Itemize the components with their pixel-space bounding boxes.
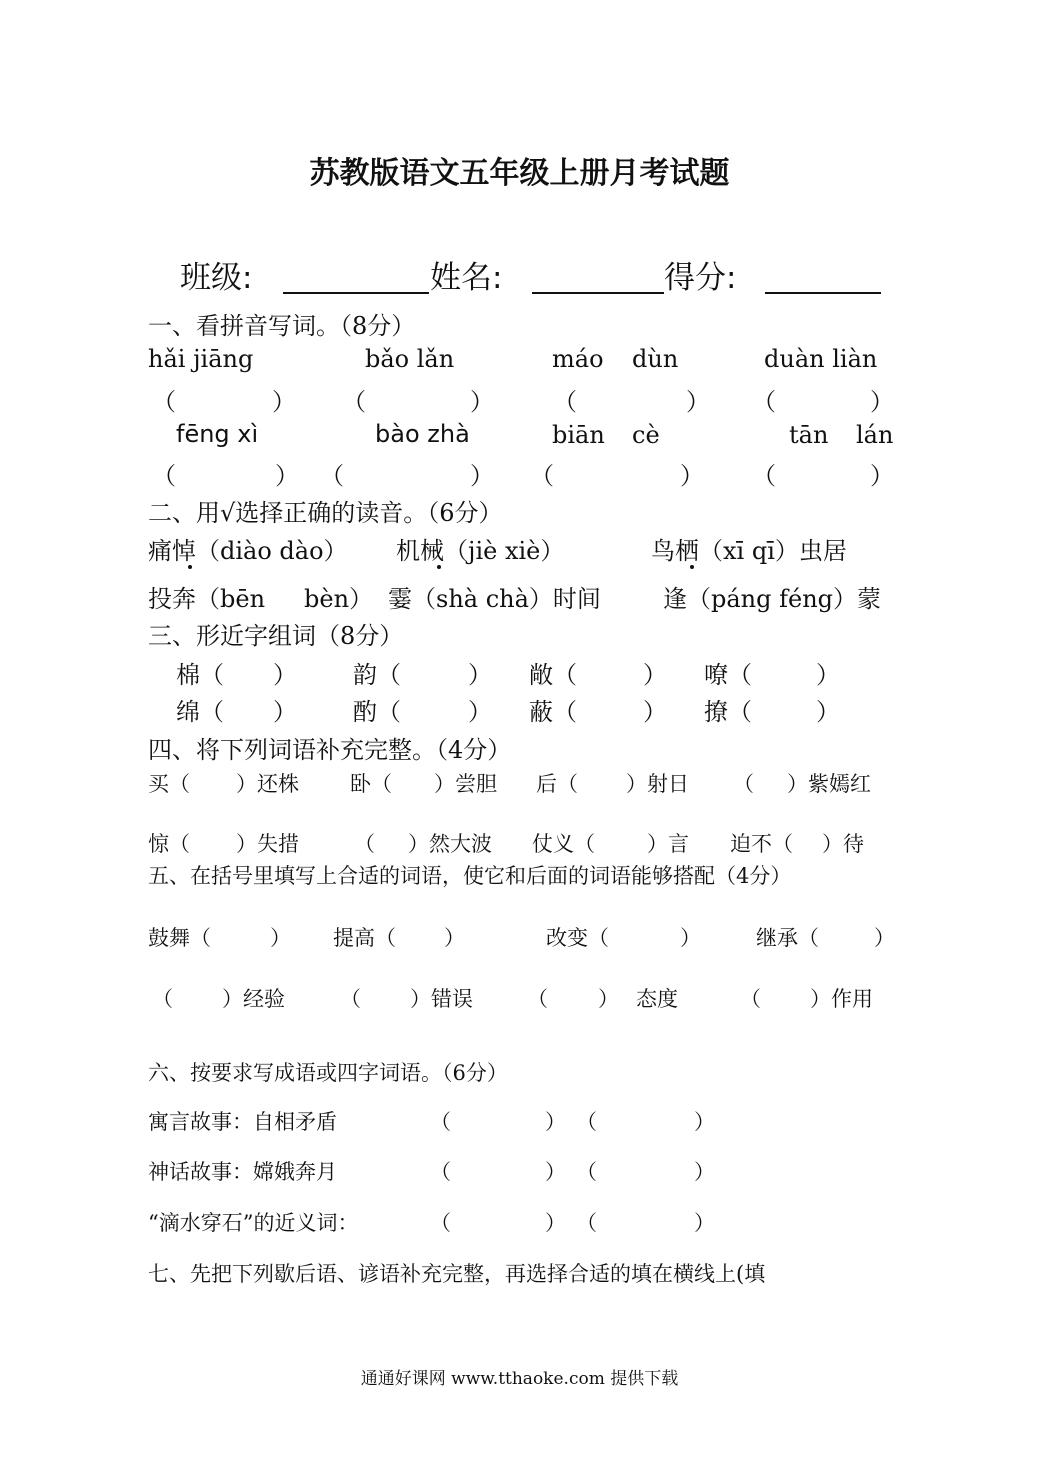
pinyin-item: máo xyxy=(552,345,604,373)
idiom-part: 迫不（ xyxy=(730,832,793,856)
paren-open: （ xyxy=(576,1110,597,1134)
collocation-part: （ xyxy=(740,987,761,1011)
collocation-part: ） xyxy=(270,926,291,950)
collocation-part: （ xyxy=(340,987,361,1011)
paren-close: ） xyxy=(870,462,894,490)
collocation-part: （ xyxy=(152,987,173,1011)
char-item: ） xyxy=(273,661,297,689)
char-item: ） xyxy=(643,661,667,689)
paren-open: （ xyxy=(430,1211,451,1235)
page-footer: 通通好课网 www.tthaoke.com 提供下载 xyxy=(360,1369,679,1389)
collocation-part: （ xyxy=(527,987,548,1011)
category-label: 寓言故事：自相矛盾 xyxy=(148,1110,337,1134)
char-item: 棉（ xyxy=(176,661,224,689)
char-item: ） xyxy=(468,661,492,689)
paren-close: ） xyxy=(545,1160,566,1184)
page-title: 苏教版语文五年级上册月考试题 xyxy=(309,156,730,191)
idiom-part: （ xyxy=(733,772,754,796)
collocation-part: ） xyxy=(874,926,895,950)
paren-close: ） xyxy=(680,462,704,490)
collocation-part: ）经验 xyxy=(222,987,285,1011)
pinyin-item: biān xyxy=(552,421,605,449)
collocation-part: 态度 xyxy=(636,987,678,1011)
score-blank[interactable] xyxy=(765,292,881,294)
char-item: ） xyxy=(643,698,667,726)
idiom-part: （ xyxy=(354,832,375,856)
idiom-part: 买（ xyxy=(148,772,190,796)
pinyin-item: lán xyxy=(856,421,894,449)
paren-open: （ xyxy=(576,1211,597,1235)
paren-close: ） xyxy=(275,462,299,490)
paren-open: （ xyxy=(530,462,554,490)
paren-open: （ xyxy=(752,388,776,416)
paren-close: ） xyxy=(545,1110,566,1134)
char-item: ） xyxy=(468,698,492,726)
paren-open: （ xyxy=(430,1110,451,1134)
section-3-heading: 三、形近字组词（8分） xyxy=(148,622,404,650)
section-5-heading: 五、在括号里填写上合适的词语，使它和后面的词语能够搭配（4分） xyxy=(148,864,792,888)
pinyin-item: fēng xì xyxy=(176,420,259,448)
paren-close: ） xyxy=(272,388,296,416)
emphasis-dot xyxy=(437,565,441,569)
paren-close: ） xyxy=(694,1211,715,1235)
char-item: 韵（ xyxy=(353,661,401,689)
pinyin-item: dùn xyxy=(632,345,679,373)
collocation-part: 鼓舞（ xyxy=(148,926,211,950)
name-label: 姓名: xyxy=(430,260,503,296)
paren-open: （ xyxy=(430,1160,451,1184)
pinyin-item: hǎi jiāng xyxy=(148,345,254,373)
score-label: 得分: xyxy=(664,260,737,296)
collocation-part: 改变（ xyxy=(546,926,609,950)
idiom-part: 后（ xyxy=(536,772,578,796)
paren-open: （ xyxy=(576,1160,597,1184)
category-label: “滴水穿石”的近义词： xyxy=(148,1211,359,1235)
choice-item: 痛悼（diào dào） xyxy=(148,537,348,565)
paren-close: ） xyxy=(870,388,894,416)
pinyin-item: duàn liàn xyxy=(764,345,878,373)
choice-item: 机械（jiè xiè） xyxy=(396,537,565,565)
char-item: 酌（ xyxy=(353,698,401,726)
section-7-heading: 七、先把下列歇后语、谚语补充完整，再选择合适的填在横线上(填 xyxy=(148,1262,766,1286)
paren-close: ） xyxy=(545,1211,566,1235)
paren-open: （ xyxy=(152,462,176,490)
char-item: 绵（ xyxy=(176,698,224,726)
section-2-heading: 二、用√选择正确的读音。（6分） xyxy=(148,499,503,527)
idiom-part: ）紫嫣红 xyxy=(787,772,871,796)
category-label: 神话故事：嫦娥奔月 xyxy=(148,1160,337,1184)
idiom-part: ）然大波 xyxy=(408,832,492,856)
idiom-part: ）还株 xyxy=(236,772,299,796)
idiom-part: ）尝胆 xyxy=(434,772,497,796)
idiom-part: ）射日 xyxy=(626,772,689,796)
class-label: 班级: xyxy=(180,260,253,296)
paren-close: ） xyxy=(470,388,494,416)
section-1-heading: 一、看拼音写词。（8分） xyxy=(148,312,416,340)
section-4-heading: 四、将下列词语补充完整。（4分） xyxy=(148,736,512,764)
idiom-part: 仗义（ xyxy=(532,832,595,856)
char-item: ） xyxy=(273,698,297,726)
paren-close: ） xyxy=(686,388,710,416)
choice-item: 霎（shà chà）时间 xyxy=(388,585,601,613)
paren-open: （ xyxy=(152,388,176,416)
idiom-part: ）待 xyxy=(822,832,864,856)
section-6-heading: 六、按要求写成语或四字词语。（6分） xyxy=(148,1061,508,1085)
choice-item: bèn） xyxy=(304,585,374,613)
paren-open: （ xyxy=(553,388,577,416)
collocation-part: ）作用 xyxy=(810,987,873,1011)
paren-open: （ xyxy=(320,462,344,490)
char-item: 嘹（ xyxy=(704,661,752,689)
class-blank[interactable] xyxy=(283,292,429,294)
idiom-part: ）言 xyxy=(647,832,689,856)
idiom-part: ）失措 xyxy=(236,832,299,856)
collocation-part: ） xyxy=(598,987,619,1011)
name-blank[interactable] xyxy=(532,292,664,294)
emphasis-dot xyxy=(188,565,192,569)
paren-close: ） xyxy=(470,462,494,490)
collocation-part: ） xyxy=(680,926,701,950)
emphasis-dot xyxy=(690,565,694,569)
char-item: 蔽（ xyxy=(529,698,577,726)
choice-item: 投奔（bēn xyxy=(148,585,266,613)
collocation-part: ）错误 xyxy=(410,987,473,1011)
paren-open: （ xyxy=(752,462,776,490)
choice-item: 鸟栖（xī qī）虫居 xyxy=(651,537,847,565)
char-item: ） xyxy=(816,661,840,689)
pinyin-item: bǎo lǎn xyxy=(365,345,455,373)
paren-open: （ xyxy=(342,388,366,416)
idiom-part: 惊（ xyxy=(148,832,190,856)
idiom-part: 卧（ xyxy=(350,772,392,796)
paren-close: ） xyxy=(694,1110,715,1134)
char-item: ） xyxy=(816,698,840,726)
choice-item: 逢（páng féng）蒙 xyxy=(663,585,882,613)
collocation-part: 继承（ xyxy=(756,926,819,950)
char-item: 撩（ xyxy=(704,698,752,726)
collocation-part: 提高（ xyxy=(333,926,396,950)
pinyin-item: bào zhà xyxy=(375,420,470,448)
pinyin-item: tān xyxy=(789,421,829,449)
char-item: 敞（ xyxy=(529,661,577,689)
paren-close: ） xyxy=(694,1160,715,1184)
pinyin-item: cè xyxy=(632,421,660,449)
collocation-part: ） xyxy=(444,926,465,950)
